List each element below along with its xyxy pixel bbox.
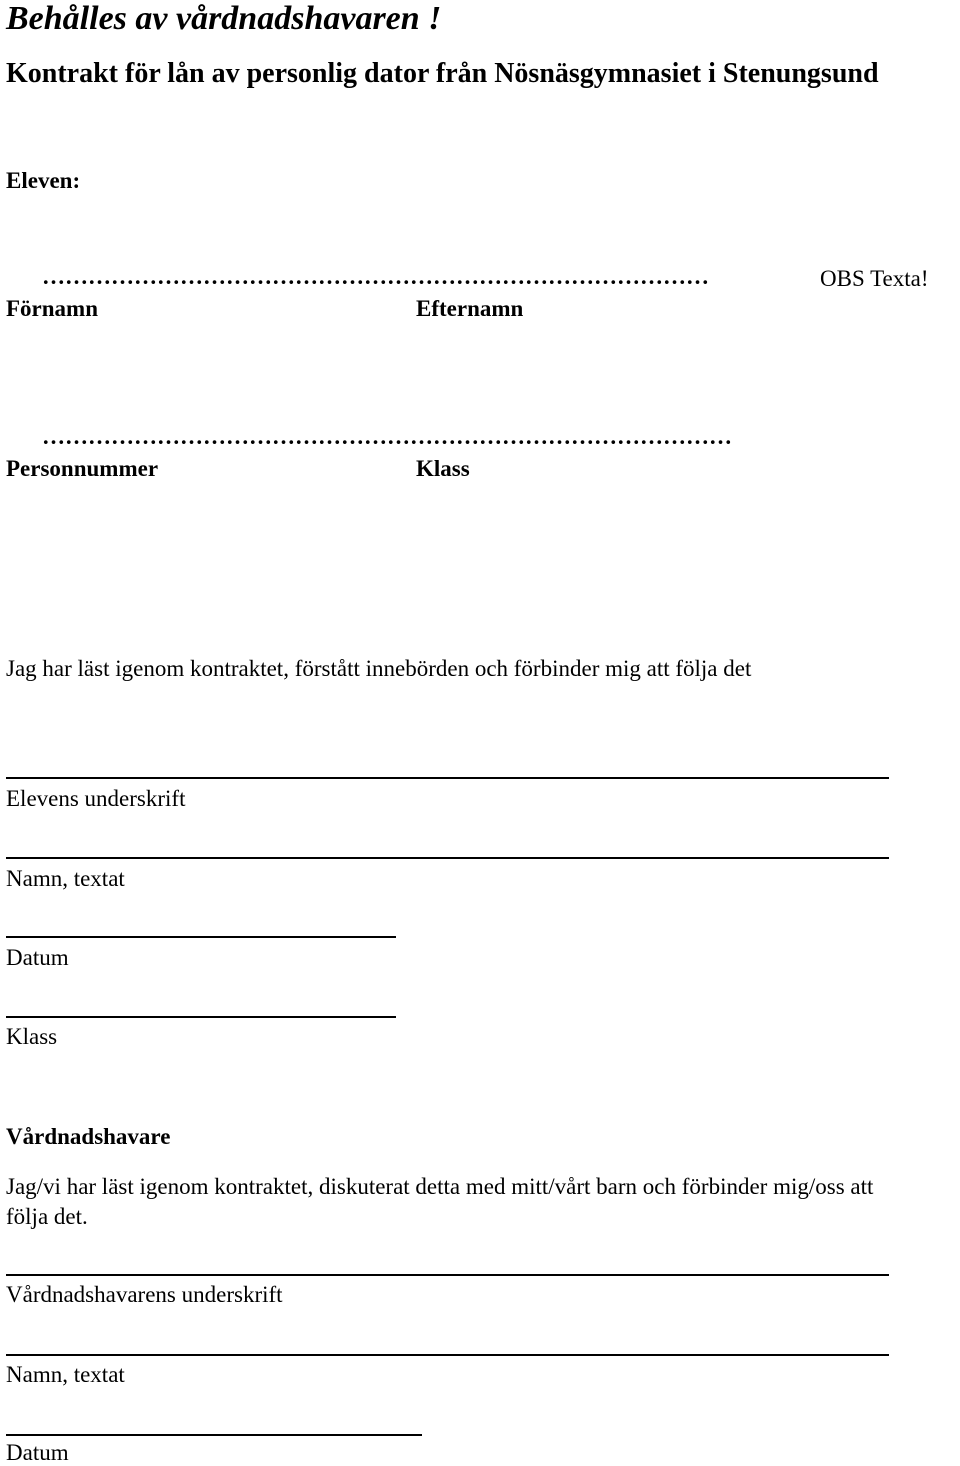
guardian-printed-name-line[interactable]	[6, 1354, 889, 1356]
student-class-field-label: Klass	[6, 1024, 58, 1049]
guardian-signature-line[interactable]	[6, 1274, 889, 1276]
student-signature-line[interactable]	[6, 777, 889, 779]
document-title: Kontrakt för lån av personlig dator från Nösnäsgymnasiet i Stenungsund	[6, 58, 879, 89]
id-dotted-line[interactable]: ………………………………………………………………………………	[42, 424, 732, 449]
student-date-line[interactable]	[6, 936, 396, 938]
obs-note: OBS Texta!	[820, 266, 929, 291]
student-heading: Eleven:	[6, 168, 81, 193]
student-printed-name-line[interactable]	[6, 857, 889, 859]
guardian-heading: Vårdnadshavare	[6, 1124, 171, 1149]
personal-number-label: Personnummer	[6, 456, 159, 481]
guardian-signature-label: Vårdnadshavarens underskrift	[6, 1282, 283, 1307]
first-name-label: Förnamn	[6, 296, 98, 321]
student-date-label: Datum	[6, 945, 69, 970]
name-dotted-line[interactable]: ……………………………………………………………………………	[42, 264, 709, 289]
guardian-agreement-line1: Jag/vi har läst igenom kontraktet, diskuterat detta med mitt/vårt barn och förbinder mig/oss att	[6, 1174, 874, 1199]
guardian-printed-name-label: Namn, textat	[6, 1362, 125, 1387]
student-printed-name-label: Namn, textat	[6, 866, 125, 891]
student-agreement-text: Jag har läst igenom kontraktet, förstått innebörden och förbinder mig att följa det	[6, 656, 752, 681]
guardian-agreement-line2: följa det.	[6, 1204, 88, 1229]
class-label: Klass	[416, 456, 470, 481]
last-name-label: Efternamn	[416, 296, 524, 321]
guardian-date-line[interactable]	[6, 1434, 422, 1436]
guardian-date-label: Datum	[6, 1440, 69, 1465]
keep-notice: Behålles av vårdnadshavaren !	[6, 0, 442, 37]
student-signature-label: Elevens underskrift	[6, 786, 186, 811]
student-class-line[interactable]	[6, 1016, 396, 1018]
